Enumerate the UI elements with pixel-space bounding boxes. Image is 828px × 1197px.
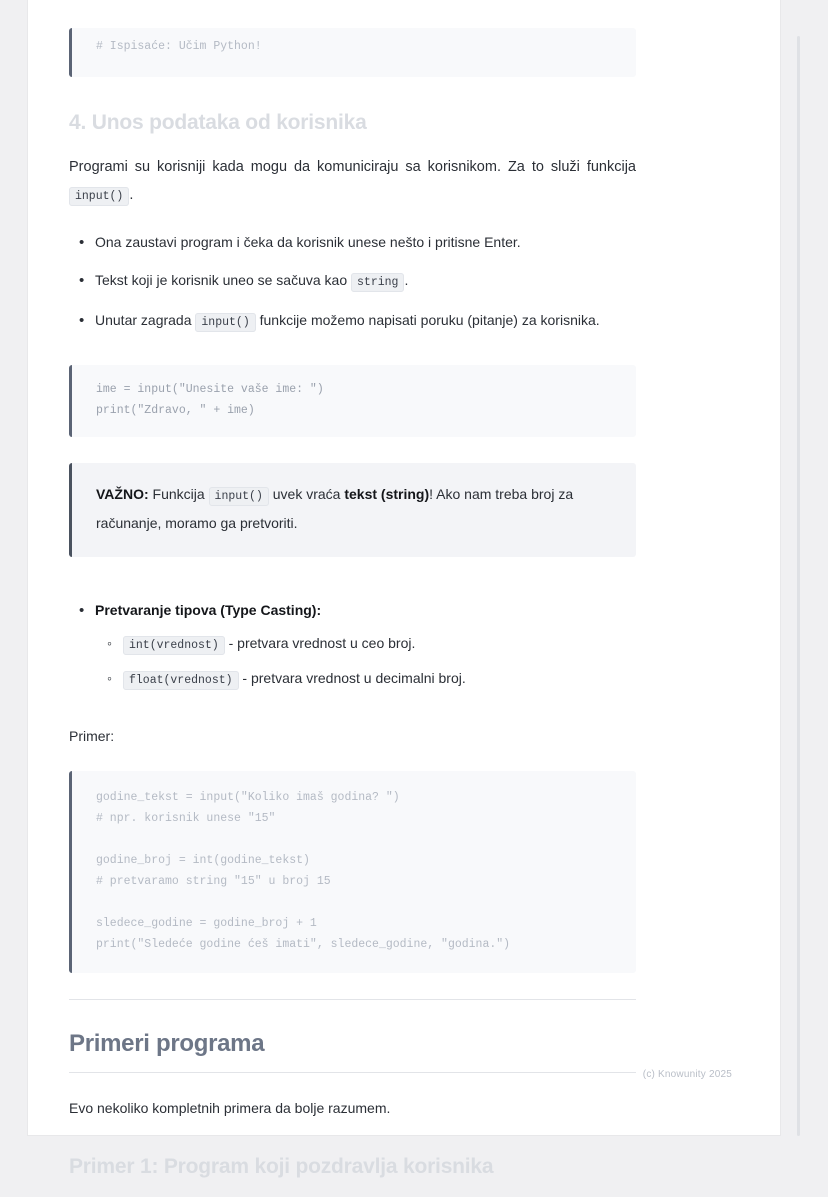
inline-code-input: input(): [69, 187, 129, 206]
code-line-blank: [96, 829, 622, 850]
list-item: [123, 630, 636, 659]
list-item: [95, 267, 636, 296]
heading-primeri-programa: Primeri programa: [69, 1030, 265, 1057]
inline-code-input: input(): [209, 487, 269, 506]
section-heading-4: 4. Unos podataka od korisnika: [69, 111, 367, 134]
bullet-text-a: Unutar zagrada: [95, 312, 196, 328]
code-line: # Ispisaće: Učim Python!: [96, 40, 262, 53]
list-item: [123, 665, 636, 694]
casting-sublist: [95, 630, 636, 694]
inline-code-int: int(vrednost): [123, 636, 225, 655]
code-line: print("Sledeće godine ćeš imati", sledece_godine, "godina."): [96, 938, 511, 951]
code-block-casting-example: [69, 771, 636, 973]
code-line: godine_broj = int(godine_tekst): [96, 854, 310, 867]
code-block-input-example: [69, 365, 636, 437]
list-item: [95, 307, 636, 336]
code-line: # pretvaramo string "15" u broj 15: [96, 875, 331, 888]
callout-label: VAŽNO:: [96, 486, 149, 502]
code-line: sledece_godine = godine_broj + 1: [96, 917, 317, 930]
inline-code-float: float(vrednost): [123, 671, 239, 690]
intro-text-b: .: [129, 187, 134, 203]
footer-copyright: (c) Knowunity 2025: [642, 1069, 732, 1080]
casting-text: - pretvara vrednost u decimalni broj.: [238, 670, 466, 686]
code-block-top: [69, 28, 636, 77]
callout-text-a: Funkcija: [148, 486, 209, 502]
casting-text: - pretvara vrednost u ceo broj.: [224, 635, 416, 651]
inline-code-input: input(): [195, 313, 255, 332]
code-line: godine_tekst = input("Koliko imaš godina? "): [96, 791, 400, 804]
input-bullet-list: [69, 229, 636, 336]
primeri-intro: Evo nekoliko kompletnih primera da bolje razumem.: [69, 1100, 391, 1116]
document-content: [69, 0, 636, 1197]
intro-text-a: Programi su korisniji kada mogu da komuniciraju sa korisnikom. Za to služi funkcija: [69, 159, 636, 175]
callout-important: [69, 463, 636, 557]
code-line-blank: [96, 892, 622, 913]
intro-paragraph: [69, 153, 636, 211]
heading-primer-1: Primer 1: Program koji pozdravlja korisnika: [69, 1155, 494, 1178]
list-item: [95, 229, 636, 256]
callout-text-b: uvek vraća: [268, 486, 345, 502]
code-line: ime = input("Unesite vaše ime: "): [96, 383, 324, 396]
casting-heading: Pretvaranje tipova (Type Casting):: [95, 602, 322, 618]
callout-bold: tekst (string): [344, 486, 430, 502]
list-item: [95, 597, 636, 694]
code-line: print("Zdravo, " + ime): [96, 404, 255, 417]
casting-list: [69, 597, 636, 694]
bullet-text-a: Tekst koji je korisnik uneo se sačuva kao: [95, 272, 352, 288]
bullet-text-a: Ona zaustavi program i čeka da korisnik unese nešto i pritisne Enter.: [95, 234, 521, 250]
bullet-text-b: funkcije možemo napisati poruku (pitanje) za korisnika.: [255, 312, 600, 328]
bullet-text-b: .: [404, 272, 409, 288]
document-page: [28, 0, 780, 1178]
callout-text-c: ! Ako nam treba broj za računanje, moramo ga pretvoriti.: [96, 486, 574, 531]
primer-label: Primer:: [69, 728, 115, 744]
scrollbar[interactable]: [797, 36, 800, 1136]
code-line: # npr. korisnik unese "15": [96, 812, 276, 825]
inline-code-string: string: [351, 273, 404, 292]
